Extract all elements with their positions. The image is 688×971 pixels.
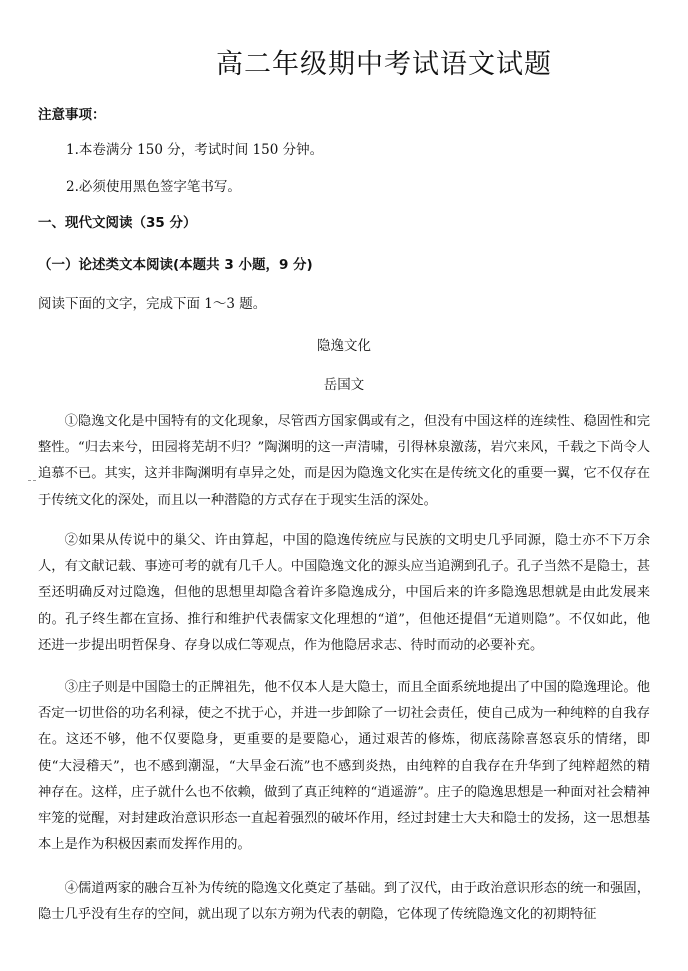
paragraph-text: ④儒道两家的融合互补为传统的隐逸文化奠定了基础。到了汉代，由于政治意识形态的统一和强固，隐士几乎没有生存的空间，就出现了以东方朔为代表的朝隐，它体现了传统隐逸文化的初期特征	[38, 881, 650, 923]
exam-title: 高二年级期中考试语文试题	[216, 49, 552, 80]
paragraph-text: ③庄子则是中国隐士的正牌祖先，他不仅本人是大隐士，而且全面系统地提出了中国的隐逸理论。他否定一切世俗的功名利禄，使之不扰于心，并进一步卸除了一切社会责任，使自己成为一种纯粹的自我存在。这还不够，他不仅要隐身，更重要的是要隐心，通过艰苦的修炼，彻底荡除喜怒哀乐的情绪，即使“大浸稽天”，也不感到潮湿，“大旱金石流”也不感到炎热，由纯粹的自我存在升华到了纯粹超然的精神存在。这样，庄子就什么也不依赖，做到了真正纯粹的“逍遥游”。庄子的隐逸思想是一种面对社会精神牢笼的觉醒，对封建政治意识形态一直起着强烈的破坏作用，经过封建士大夫和隐士的发扬，这一思想基本上是作为积极因素而发挥作用的。	[38, 680, 650, 853]
article-paragraph-4	[38, 876, 650, 928]
notice-item-2: 2.必须使用黑色签字笔书写。	[66, 179, 241, 195]
notice-item-1: 1.本卷满分 150 分，考试时间 150 分钟。	[66, 142, 324, 158]
article-paragraph-1	[38, 409, 650, 514]
article-paragraph-3	[38, 675, 650, 858]
margin-mark	[28, 480, 36, 481]
article-title: 隐逸文化	[317, 338, 371, 354]
reading-instruction: 阅读下面的文字，完成下面 1～3 题。	[38, 296, 267, 312]
notice-heading: 注意事项：	[38, 107, 106, 123]
article-author: 岳国文	[323, 377, 365, 393]
article-paragraph-2	[38, 528, 650, 659]
paragraph-text: ①隐逸文化是中国特有的文化现象，尽管西方国家偶或有之，但没有中国这样的连续性、稳固性和完整性。“归去来兮，田园将芜胡不归？”陶渊明的这一声清啸，引得林泉激荡，岩穴来风，千载之下尚令人追慕不已。其实，这并非陶渊明有卓异之处，而是因为隐逸文化实在是传统文化的重要一翼，它不仅存在于传统文化的深处，而且以一种潜隐的方式存在于现实生活的深处。	[38, 414, 650, 508]
section-heading: 一、现代文阅读（35 分）	[38, 215, 197, 231]
paragraph-text: ②如果从传说中的巢父、许由算起，中国的隐逸传统应与民族的文明史几乎同源，隐士亦不下万余人，有文献记载、事迹可考的就有几千人。中国隐逸文化的源头应当追溯到孔子。孔子当然不是隐士，甚至还明确反对过隐逸，但他的思想里却隐含着许多隐逸成分，中国后来的许多隐逸思想就是由此发展来的。孔子终生都在宣扬、推行和维护代表儒家文化理想的“道”，但他还提倡“无道则隐”。不仅如此，他还进一步提出明哲保身、存身以成仁等观点，作为他隐居求志、待时而动的必要补充。	[38, 533, 650, 653]
subsection-heading: （一）论述类文本阅读(本题共 3 小题，9 分)	[38, 257, 313, 273]
